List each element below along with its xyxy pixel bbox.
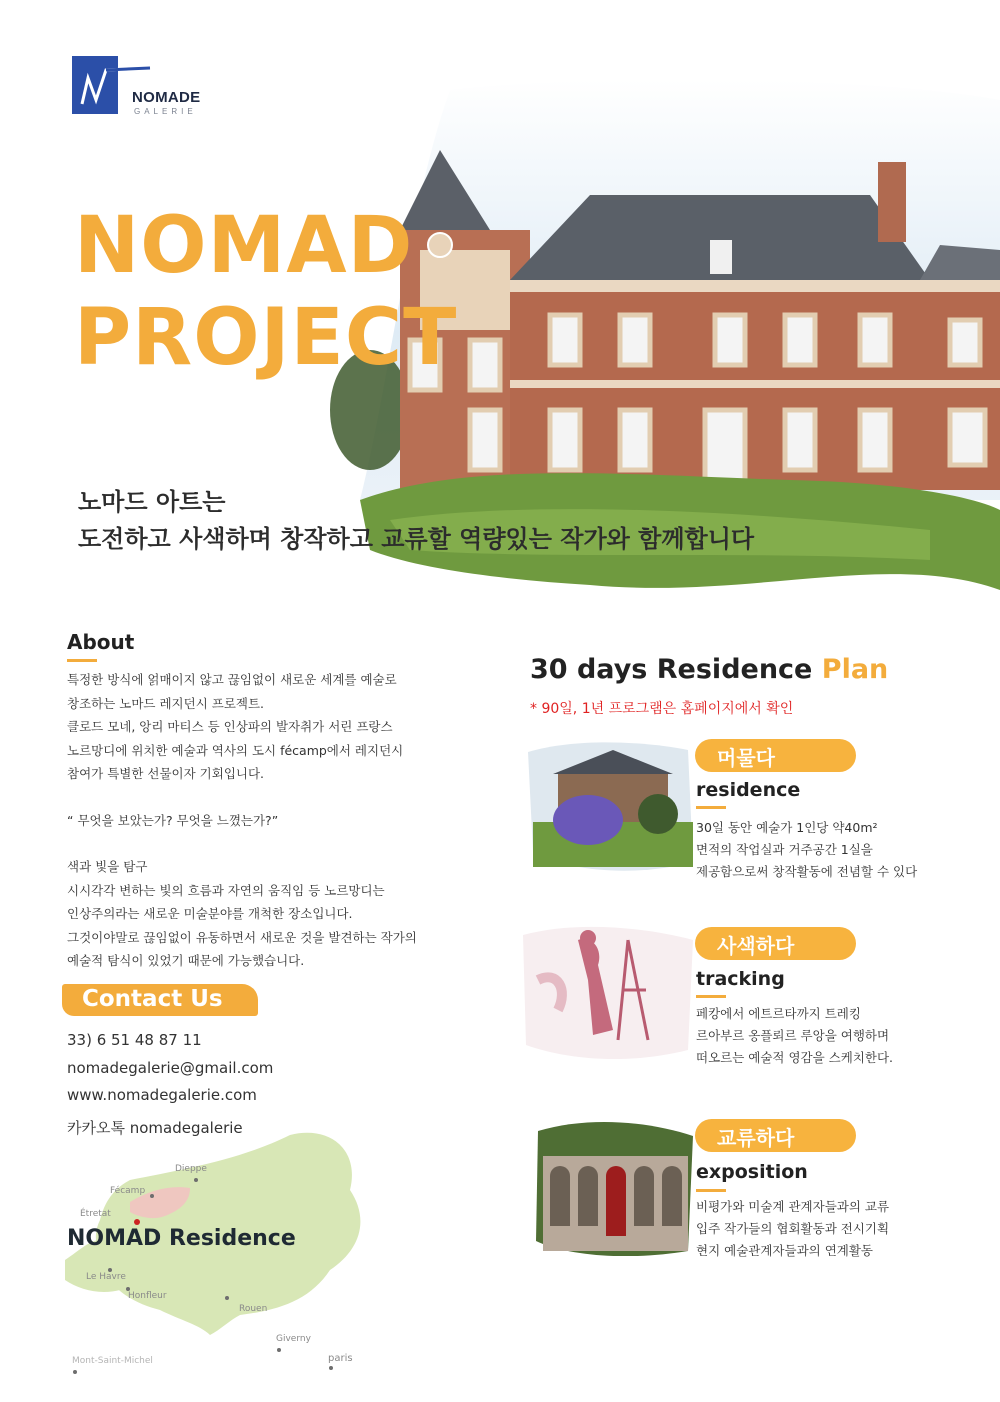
contact-heading: Contact Us	[82, 986, 223, 1012]
exposition-desc	[696, 1196, 889, 1262]
contact-phone[interactable]: 33) 6 51 48 87 11	[67, 1031, 202, 1049]
residence-desc-line-3: 제공함으로써 창작활동에 전념할 수 있다	[696, 864, 918, 879]
about-body	[67, 668, 477, 973]
map-dot-giverny	[277, 1348, 281, 1352]
hero-title	[74, 200, 457, 384]
about-underline	[67, 659, 97, 662]
brand-logo[interactable]	[72, 56, 222, 118]
map-dot-msm	[73, 1370, 77, 1374]
residence-underline	[696, 806, 726, 809]
hero-tagline	[78, 484, 754, 558]
brand-name: NOMADE	[132, 89, 201, 106]
map-dot-honfleur	[126, 1287, 130, 1291]
residence-title: residence	[696, 779, 801, 801]
map-dot-lehavre	[108, 1268, 112, 1272]
tagline-line-1: 노마드 아트는	[78, 488, 226, 516]
tracking-desc-line-2: 르아부르 옹플뢰르 루앙을 여행하며	[696, 1028, 890, 1043]
plan-title-main: 30 days Residence	[530, 654, 822, 685]
residence-desc-line-2: 면적의 작업실과 거주공간 1실을	[696, 842, 873, 857]
hero-title-line-1: NOMAD	[74, 201, 414, 291]
map-dot-dieppe	[194, 1178, 198, 1182]
tracking-image	[518, 920, 696, 1060]
about-paragraph-1: 특정한 방식에 얽매이지 않고 끊임없이 새로운 세계를 예술로 창조하는 노마드 레지던시 프로젝트. 클로드 모네, 앙리 마티스 등 인상파의 발자취가 서린 프랑스 노르망디에 위치한 예술과 역사의 도시 fécamp에서 레지던시 참여가 특별한 선물이자 기회입니다.	[67, 672, 404, 781]
tracking-desc	[696, 1003, 893, 1069]
badge-residence-label: 머물다	[717, 746, 775, 770]
logo-mark-icon	[72, 56, 118, 114]
residence-desc-line-1: 30일 동안 예술가 1인당 약40m²	[696, 820, 878, 835]
exposition-desc-line-2: 입주 작가들의 협회활동과 전시기획	[696, 1221, 890, 1236]
map-dot-residence	[134, 1219, 140, 1225]
about-paragraph-3: 색과 빛을 탐구 시시각각 변하는 빛의 흐름과 자연의 움직임 등 노르망디는 인상주의라는 새로운 미술분야를 개척한 장소입니다. 그것이야말로 끊임없이 유동하면서 새로운 것을 발견하는 작가의 예술적 탐식이 있었기 때문에 가능했습니다.	[67, 859, 417, 968]
residence-desc	[696, 817, 917, 883]
exposition-underline	[696, 1189, 726, 1192]
map-title: NOMAD Residence	[67, 1226, 296, 1251]
map-label-dieppe: Dieppe	[175, 1164, 207, 1174]
map-label-msm: Mont-Saint-Michel	[72, 1356, 153, 1366]
map-dot-fecamp	[150, 1194, 154, 1198]
map-label-fecamp: Fécamp	[110, 1186, 146, 1196]
badge-exposition-label: 교류하다	[717, 1126, 795, 1150]
exposition-image	[528, 1116, 696, 1256]
map-label-etretat: Étretat	[80, 1209, 111, 1219]
tracking-underline	[696, 995, 726, 998]
map-label-lehavre: Le Havre	[86, 1272, 126, 1282]
map-label-giverny: Giverny	[276, 1334, 311, 1344]
contact-website[interactable]: www.nomadegalerie.com	[67, 1086, 257, 1104]
plan-title-accent: Plan	[821, 654, 889, 685]
about-heading: About	[67, 630, 135, 654]
normandy-map	[60, 1130, 420, 1380]
plan-title	[530, 654, 888, 685]
map-dot-rouen	[225, 1296, 229, 1300]
contact-kakao[interactable]: 카카오톡 nomadegalerie	[67, 1119, 243, 1137]
about-paragraph-2: “ 무엇을 보았는가? 무엇을 느꼈는가?”	[67, 812, 279, 828]
contact-banner	[62, 984, 258, 1016]
tagline-line-2: 도전하고 사색하며 창작하고 교류할 역량있는 작가와 함께합니다	[78, 525, 755, 554]
badge-residence	[695, 739, 856, 772]
map-label-paris: paris	[328, 1353, 353, 1364]
map-label-honfleur: Honfleur	[128, 1291, 167, 1301]
exposition-desc-line-1: 비평가와 미술계 관계자들과의 교류	[696, 1199, 890, 1214]
badge-tracking-label: 사색하다	[717, 934, 795, 958]
plan-note: * 90일, 1년 프로그램은 홈페이지에서 확인	[530, 701, 794, 717]
hero-title-line-2: PROJECT	[74, 293, 458, 384]
badge-tracking	[695, 927, 856, 960]
brand-sub: GALERIE	[134, 107, 197, 116]
residence-image	[518, 732, 696, 872]
map-label-rouen: Rouen	[239, 1304, 268, 1314]
badge-exposition	[695, 1119, 856, 1152]
map-dot-paris	[329, 1366, 333, 1370]
exposition-desc-line-3: 현지 예술관계자들과의 연계활동	[696, 1243, 873, 1258]
contact-email[interactable]: nomadegalerie@gmail.com	[67, 1059, 274, 1077]
exposition-title: exposition	[696, 1161, 808, 1183]
tracking-desc-line-3: 떠오르는 예술적 영감을 스케치한다.	[696, 1050, 894, 1065]
tracking-desc-line-1: 페캉에서 에트르타까지 트레킹	[696, 1006, 861, 1021]
tracking-title: tracking	[696, 968, 785, 990]
